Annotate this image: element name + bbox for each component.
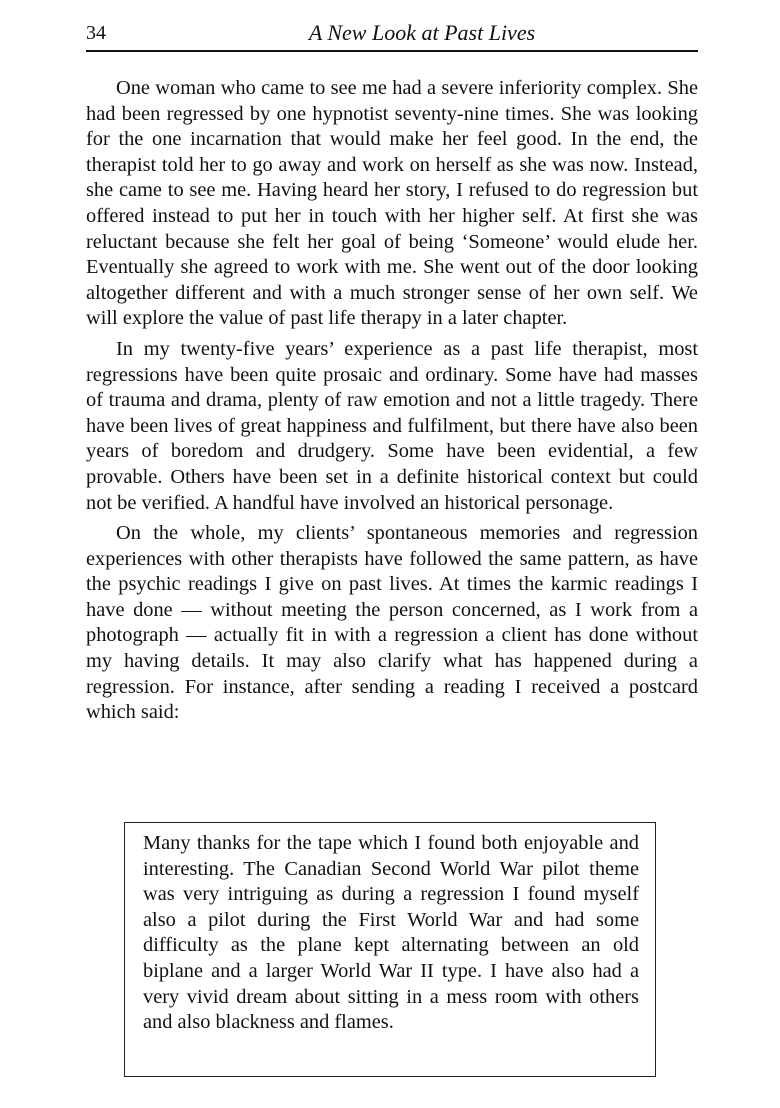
paragraph-3: On the whole, my clients’ spontaneous memories and regression experiences with other therapists have followed the same pattern, as have the psychic readings I give on past lives. At times the karmic readings I have done — without meeting the person concerned, as I work from a photograph — actually fit in with a regression a client has done without my having details. It may also clarify what has happened during a regression. For instance, after sending a reading I received a postcard which said: bbox=[86, 522, 698, 724]
body-text bbox=[86, 76, 698, 731]
page-header bbox=[86, 20, 698, 52]
page-number: 34 bbox=[86, 22, 106, 44]
running-title: A New Look at Past Lives bbox=[308, 20, 536, 45]
quoted-postcard-box bbox=[124, 822, 656, 1077]
quoted-postcard-text: Many thanks for the tape which I found both enjoyable and interesting. The Canadian Second World War pilot theme was very intriguing as during a regression I found myself also a pilot during the First World War and had some difficulty as the plane kept alternating between an old biplane and a larger World War II type. I have also had a very vivid dream about sitting in a mess room with others and also blackness and flames. bbox=[143, 832, 639, 1034]
paragraph-1: One woman who came to see me had a severe inferiority complex. She had been regressed by one hypnotist seventy-nine times. She was looking for the one incarnation that would make her feel good. In the end, the therapist told her to go away and work on herself as she was now. Instead, she came to see me. Having heard her story, I refused to do regression but offered instead to put her in touch with her higher self. At first she was reluctant because she felt her goal of being ‘Someone’ would elude her. Eventually she agreed to work with me. She went out of the door looking altogether different and with a much stronger sense of her own self. We will explore the value of past life therapy in a later chapter. bbox=[86, 77, 698, 330]
paragraph-2: In my twenty-five years’ experience as a past life therapist, most regressions have been quite prosaic and ordinary. Some have had masses of trauma and drama, plenty of raw emotion and not a little tragedy. There have been lives of great happiness and fulfilment, but there have also been years of boredom and drudgery. Some have been evidential, a few provable. Others have been set in a definite historical context but could not be verified. A handful have involved an historical personage. bbox=[86, 337, 698, 514]
